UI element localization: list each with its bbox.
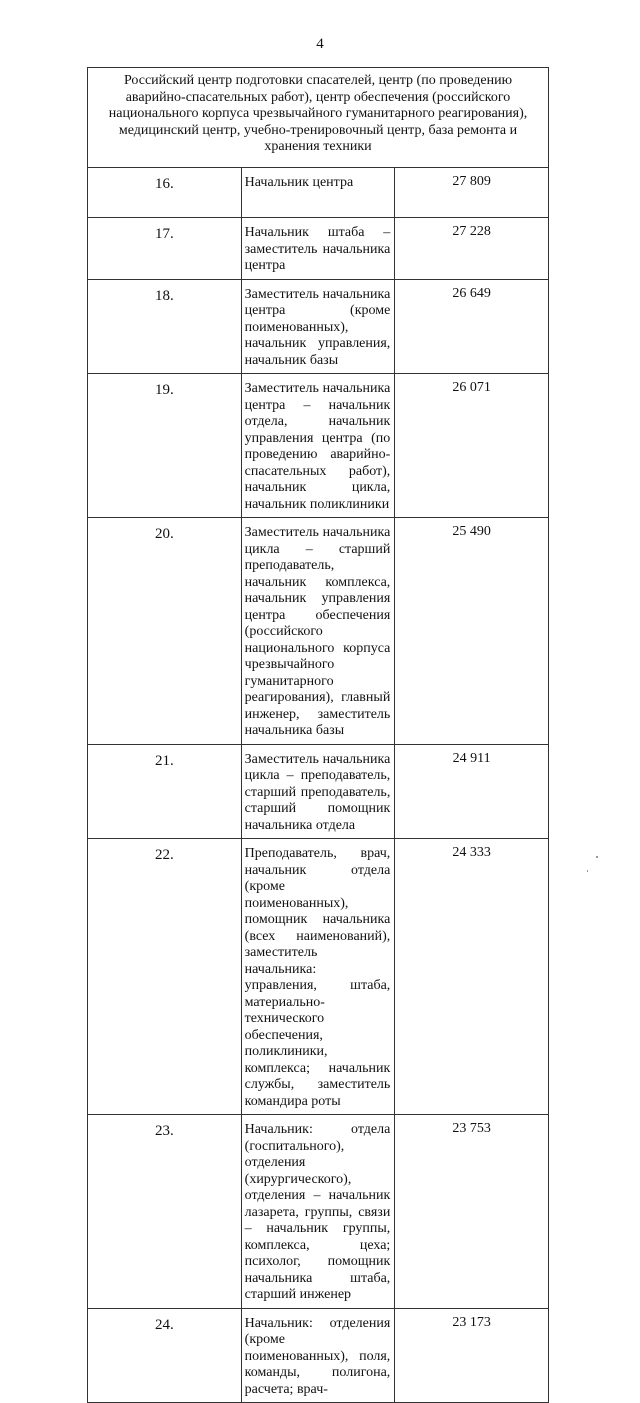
row-number: 20. — [88, 518, 242, 745]
page-number: 4 — [316, 36, 324, 52]
row-number: 16. — [88, 168, 242, 218]
row-number: 24. — [88, 1308, 242, 1403]
row-number: 23. — [88, 1115, 242, 1309]
table-header-row — [88, 68, 549, 168]
salary-value: 24 911 — [395, 744, 549, 839]
salary-value: 23 753 — [395, 1115, 549, 1309]
salary-value: 27 228 — [395, 218, 549, 280]
salary-value: 24 333 — [395, 839, 549, 1115]
row-number: 19. — [88, 374, 242, 518]
table-row — [88, 374, 549, 518]
position-title: Заместитель начальника центра (кроме поименованных), начальник управления, начальник базы — [241, 279, 395, 374]
table-row — [88, 1115, 549, 1309]
table-section-header: Российский центр подготовки спасателей, центр (по проведению аварийно-спасательных работ), центр обеспечения (российского национального корпуса чрезвычайного гуманитарного реагирования), медицинский центр, учебно-тренировочный центр, база ремонта и хранения техники — [88, 68, 549, 168]
table-row — [88, 218, 549, 280]
position-title: Заместитель начальника центра – начальник отдела, начальник управления центра (по проведению аварийно-спасательных работ), начальник цикла, начальник поликлиники — [241, 374, 395, 518]
table-row — [88, 518, 549, 745]
position-salary-table — [87, 67, 549, 1403]
scan-speck — [596, 856, 598, 858]
salary-value: 27 809 — [395, 168, 549, 218]
row-number: 22. — [88, 839, 242, 1115]
position-title: Начальник штаба – заместитель начальника центра — [241, 218, 395, 280]
table-row — [88, 744, 549, 839]
row-number: 18. — [88, 279, 242, 374]
table-row — [88, 839, 549, 1115]
table-row — [88, 168, 549, 218]
table-row — [88, 279, 549, 374]
salary-value: 25 490 — [395, 518, 549, 745]
position-title: Начальник: отдела (госпитального), отделения (хирургического), отделения – начальник лазарета, группы, связи – начальник группы, комплекса, цеха; психолог, помощник начальника штаба, старший инженер — [241, 1115, 395, 1309]
salary-value: 26 071 — [395, 374, 549, 518]
row-number: 17. — [88, 218, 242, 280]
position-title: Преподаватель, врач, начальник отдела (кроме поименованных), помощник начальника (всех наименований), заместитель начальника: управления, штаба, материально-технического обеспечения, поликлиники, комплекса; начальник службы, заместитель командира роты — [241, 839, 395, 1115]
row-number: 21. — [88, 744, 242, 839]
position-title: Заместитель начальника цикла – преподаватель, старший преподаватель, старший помощник начальника отдела — [241, 744, 395, 839]
salary-value: 23 173 — [395, 1308, 549, 1403]
scan-speck — [587, 870, 588, 872]
position-title: Начальник: отделения (кроме поименованных), поля, команды, полигона, расчета; врач- — [241, 1308, 395, 1403]
table-row — [88, 1308, 549, 1403]
position-title: Заместитель начальника цикла – старший преподаватель, начальник комплекса, начальник управления центра обеспечения (российского национального корпуса чрезвычайного гуманитарного реагирования), главный инженер, заместитель начальника базы — [241, 518, 395, 745]
salary-value: 26 649 — [395, 279, 549, 374]
position-title: Начальник центра — [241, 168, 395, 218]
